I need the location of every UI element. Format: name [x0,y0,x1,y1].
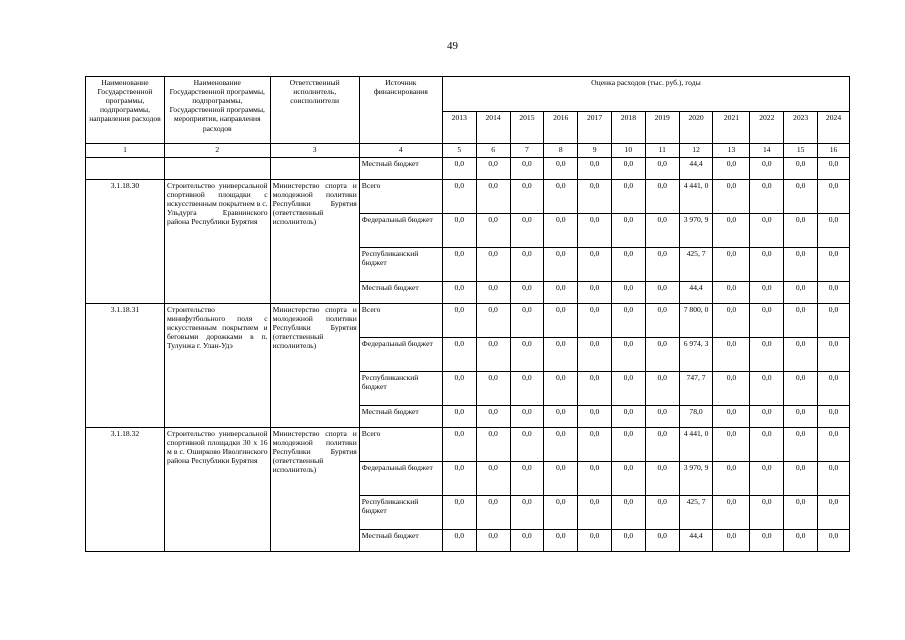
value-cell: 0,0 [645,462,679,496]
value-cell: 0,0 [612,462,646,496]
item-name: Строительство минифутбольного поля с искусственным покрытием и беговыми дорожками в п. Тулунжа г. Улан-Удэ [164,304,270,428]
value-cell: 0,0 [476,180,510,214]
value-cell: 0,0 [818,338,850,372]
value-cell: 0,0 [645,372,679,406]
value-cell: 0,0 [713,372,750,406]
value-cell: 0,0 [476,338,510,372]
value-cell: 0,0 [476,428,510,462]
value-cell: 0,0 [544,304,578,338]
responsible-executor: Министерство спорта и молодежной политики Республики Бурятия (ответственный исполнитель) [270,180,359,304]
value-cell: 0,0 [713,248,750,282]
value-cell: 0,0 [818,304,850,338]
column-number: 2 [164,144,270,158]
value-cell: 0,0 [578,248,612,282]
header-col1: Наименование Государственной программы, подпрограммы, направления расходов [86,77,165,144]
value-cell: 425, 7 [679,248,713,282]
value-cell: 0,0 [442,180,476,214]
value-cell: 0,0 [544,158,578,180]
value-cell: 0,0 [612,304,646,338]
value-cell: 0,0 [612,248,646,282]
value-cell: 0,0 [442,530,476,552]
item-name: Строительство универсальной спортивной площадки 30 х 16 м в с. Оширково Иволгинского района Республики Бурятия [164,428,270,552]
value-cell: 0,0 [578,530,612,552]
table-row [86,428,850,462]
source-cell: Федеральный бюджет [359,338,442,372]
value-cell: 0,0 [578,496,612,530]
value-cell: 0,0 [476,406,510,428]
table-row [86,158,850,180]
year-header: 2014 [476,112,510,144]
value-cell: 0,0 [476,462,510,496]
value-cell: 0,0 [645,214,679,248]
value-cell: 0,0 [750,372,784,406]
value-cell: 0,0 [510,180,544,214]
column-number: 6 [476,144,510,158]
value-cell: 0,0 [784,180,818,214]
page-number: 49 [447,40,458,52]
value-cell: 0,0 [510,496,544,530]
header-col4: Источник финансирования [359,77,442,144]
year-header: 2024 [818,112,850,144]
source-cell: Федеральный бюджет [359,462,442,496]
value-cell: 0,0 [750,530,784,552]
value-cell: 0,0 [476,496,510,530]
column-number: 10 [612,144,646,158]
value-cell: 0,0 [612,428,646,462]
value-cell: 0,0 [713,304,750,338]
value-cell: 0,0 [750,496,784,530]
value-cell: 0,0 [713,282,750,304]
value-cell: 425, 7 [679,496,713,530]
value-cell: 44,4 [679,530,713,552]
value-cell: 0,0 [713,462,750,496]
year-header: 2023 [784,112,818,144]
source-cell: Республиканский бюджет [359,372,442,406]
value-cell: 0,0 [645,530,679,552]
value-cell: 0,0 [510,158,544,180]
value-cell: 0,0 [750,338,784,372]
value-cell: 0,0 [476,158,510,180]
value-cell: 0,0 [442,428,476,462]
value-cell: 0,0 [818,248,850,282]
value-cell: 0,0 [818,214,850,248]
column-number: 7 [510,144,544,158]
value-cell: 0,0 [612,372,646,406]
value-cell: 0,0 [713,496,750,530]
value-cell: 0,0 [544,372,578,406]
value-cell: 0,0 [476,248,510,282]
value-cell: 0,0 [750,248,784,282]
value-cell: 0,0 [818,158,850,180]
value-cell: 0,0 [612,496,646,530]
value-cell: 0,0 [510,282,544,304]
value-cell: 0,0 [645,428,679,462]
value-cell: 0,0 [612,282,646,304]
value-cell: 0,0 [818,406,850,428]
value-cell: 0,0 [578,304,612,338]
value-cell: 3 970, 9 [679,214,713,248]
value-cell: 0,0 [544,180,578,214]
value-cell: 0,0 [818,372,850,406]
value-cell: 0,0 [645,180,679,214]
value-cell: 0,0 [750,304,784,338]
column-number: 11 [645,144,679,158]
source-cell: Всего [359,304,442,338]
value-cell: 0,0 [645,406,679,428]
value-cell: 0,0 [578,406,612,428]
value-cell: 0,0 [750,158,784,180]
value-cell: 0,0 [510,462,544,496]
value-cell: 0,0 [442,496,476,530]
value-cell: 0,0 [578,338,612,372]
value-cell: 0,0 [784,462,818,496]
value-cell: 0,0 [784,338,818,372]
value-cell: 78,0 [679,406,713,428]
value-cell: 0,0 [544,496,578,530]
value-cell: 0,0 [544,282,578,304]
value-cell: 0,0 [544,406,578,428]
value-cell: 0,0 [818,496,850,530]
value-cell: 0,0 [612,180,646,214]
responsible-executor: Министерство спорта и молодежной политики Республики Бурятия (ответственный исполнитель) [270,304,359,428]
value-cell: 0,0 [612,214,646,248]
value-cell: 0,0 [510,248,544,282]
value-cell: 0,0 [476,304,510,338]
value-cell: 44,4 [679,282,713,304]
value-cell: 0,0 [750,406,784,428]
value-cell: 0,0 [442,462,476,496]
responsible-executor: Министерство спорта и молодежной политики Республики Бурятия (ответственный исполнитель) [270,428,359,552]
value-cell: 0,0 [713,338,750,372]
value-cell: 0,0 [578,282,612,304]
value-cell: 6 974, 3 [679,338,713,372]
column-number: 12 [679,144,713,158]
value-cell: 0,0 [510,428,544,462]
year-header: 2017 [578,112,612,144]
value-cell: 0,0 [578,462,612,496]
value-cell: 0,0 [713,428,750,462]
empty-cell [164,158,270,180]
value-cell: 0,0 [544,338,578,372]
header-cost-group: Оценка расходов (тыс. руб.), годы [442,77,849,112]
value-cell: 0,0 [818,428,850,462]
year-header: 2016 [544,112,578,144]
value-cell: 0,0 [578,372,612,406]
value-cell: 0,0 [784,496,818,530]
value-cell: 3 970, 9 [679,462,713,496]
value-cell: 0,0 [645,338,679,372]
value-cell: 0,0 [784,304,818,338]
item-name: Строительство универсальной спортивной площадки с искусственным покрытием в с. Ульдурга Еравнинского района Республики Бурятия [164,180,270,304]
value-cell: 0,0 [750,462,784,496]
value-cell: 747, 7 [679,372,713,406]
value-cell: 4 441, 0 [679,428,713,462]
value-cell: 0,0 [784,248,818,282]
value-cell: 0,0 [544,428,578,462]
value-cell: 0,0 [442,372,476,406]
source-cell: Республиканский бюджет [359,248,442,282]
year-header: 2013 [442,112,476,144]
item-code: 3.1.18.32 [86,428,165,552]
value-cell: 0,0 [442,248,476,282]
value-cell: 0,0 [510,530,544,552]
value-cell: 0,0 [750,180,784,214]
value-cell: 0,0 [818,462,850,496]
value-cell: 0,0 [544,530,578,552]
value-cell: 0,0 [442,338,476,372]
value-cell: 0,0 [476,372,510,406]
year-header: 2019 [645,112,679,144]
value-cell: 44,4 [679,158,713,180]
source-cell: Федеральный бюджет [359,214,442,248]
value-cell: 0,0 [818,530,850,552]
value-cell: 0,0 [645,158,679,180]
year-header: 2015 [510,112,544,144]
column-number: 1 [86,144,165,158]
source-cell: Республиканский бюджет [359,496,442,530]
value-cell: 0,0 [476,282,510,304]
value-cell: 0,0 [578,428,612,462]
header-col2: Наименование Государственной программы, подпрограммы, Государственной программы, мероприятия, направления расходов [164,77,270,144]
empty-cell [86,158,165,180]
value-cell: 0,0 [544,248,578,282]
value-cell: 4 441, 0 [679,180,713,214]
column-number: 13 [713,144,750,158]
source-cell: Местный бюджет [359,406,442,428]
value-cell: 0,0 [645,496,679,530]
column-number: 9 [578,144,612,158]
column-number: 15 [784,144,818,158]
value-cell: 0,0 [784,158,818,180]
value-cell: 0,0 [645,304,679,338]
table-row [86,304,850,338]
value-cell: 0,0 [578,214,612,248]
column-number: 14 [750,144,784,158]
value-cell: 0,0 [510,372,544,406]
value-cell: 0,0 [713,406,750,428]
column-number: 5 [442,144,476,158]
value-cell: 0,0 [442,304,476,338]
value-cell: 0,0 [645,248,679,282]
value-cell: 0,0 [476,530,510,552]
empty-cell [270,158,359,180]
value-cell: 0,0 [818,282,850,304]
value-cell: 0,0 [578,158,612,180]
value-cell: 0,0 [750,214,784,248]
column-number: 4 [359,144,442,158]
source-cell: Всего [359,180,442,214]
value-cell: 0,0 [612,338,646,372]
value-cell: 0,0 [442,158,476,180]
value-cell: 0,0 [612,530,646,552]
value-cell: 0,0 [476,214,510,248]
item-code: 3.1.18.30 [86,180,165,304]
column-number: 3 [270,144,359,158]
value-cell: 0,0 [612,158,646,180]
value-cell: 0,0 [442,406,476,428]
source-cell: Местный бюджет [359,530,442,552]
value-cell: 0,0 [578,180,612,214]
value-cell: 0,0 [750,428,784,462]
source-cell: Всего [359,428,442,462]
year-header: 2022 [750,112,784,144]
value-cell: 7 800, 0 [679,304,713,338]
value-cell: 0,0 [784,282,818,304]
column-number: 8 [544,144,578,158]
value-cell: 0,0 [750,282,784,304]
source-cell: Местный бюджет [359,282,442,304]
value-cell: 0,0 [510,214,544,248]
header-col3: Ответственный исполнитель, соисполнители [270,77,359,144]
column-number: 16 [818,144,850,158]
value-cell: 0,0 [784,530,818,552]
value-cell: 0,0 [612,406,646,428]
value-cell: 0,0 [784,372,818,406]
column-number-row [86,144,850,158]
value-cell: 0,0 [784,428,818,462]
value-cell: 0,0 [713,530,750,552]
item-code: 3.1.18.31 [86,304,165,428]
value-cell: 0,0 [818,180,850,214]
value-cell: 0,0 [442,282,476,304]
year-header: 2018 [612,112,646,144]
value-cell: 0,0 [510,406,544,428]
value-cell: 0,0 [442,214,476,248]
value-cell: 0,0 [784,406,818,428]
table-row [86,180,850,214]
year-header: 2020 [679,112,713,144]
value-cell: 0,0 [510,304,544,338]
budget-table [85,76,850,552]
value-cell: 0,0 [510,338,544,372]
value-cell: 0,0 [544,214,578,248]
value-cell: 0,0 [713,158,750,180]
value-cell: 0,0 [645,282,679,304]
value-cell: 0,0 [713,214,750,248]
year-header: 2021 [713,112,750,144]
value-cell: 0,0 [784,214,818,248]
table-body [86,158,850,552]
value-cell: 0,0 [713,180,750,214]
value-cell: 0,0 [544,462,578,496]
source-cell: Местный бюджет [359,158,442,180]
